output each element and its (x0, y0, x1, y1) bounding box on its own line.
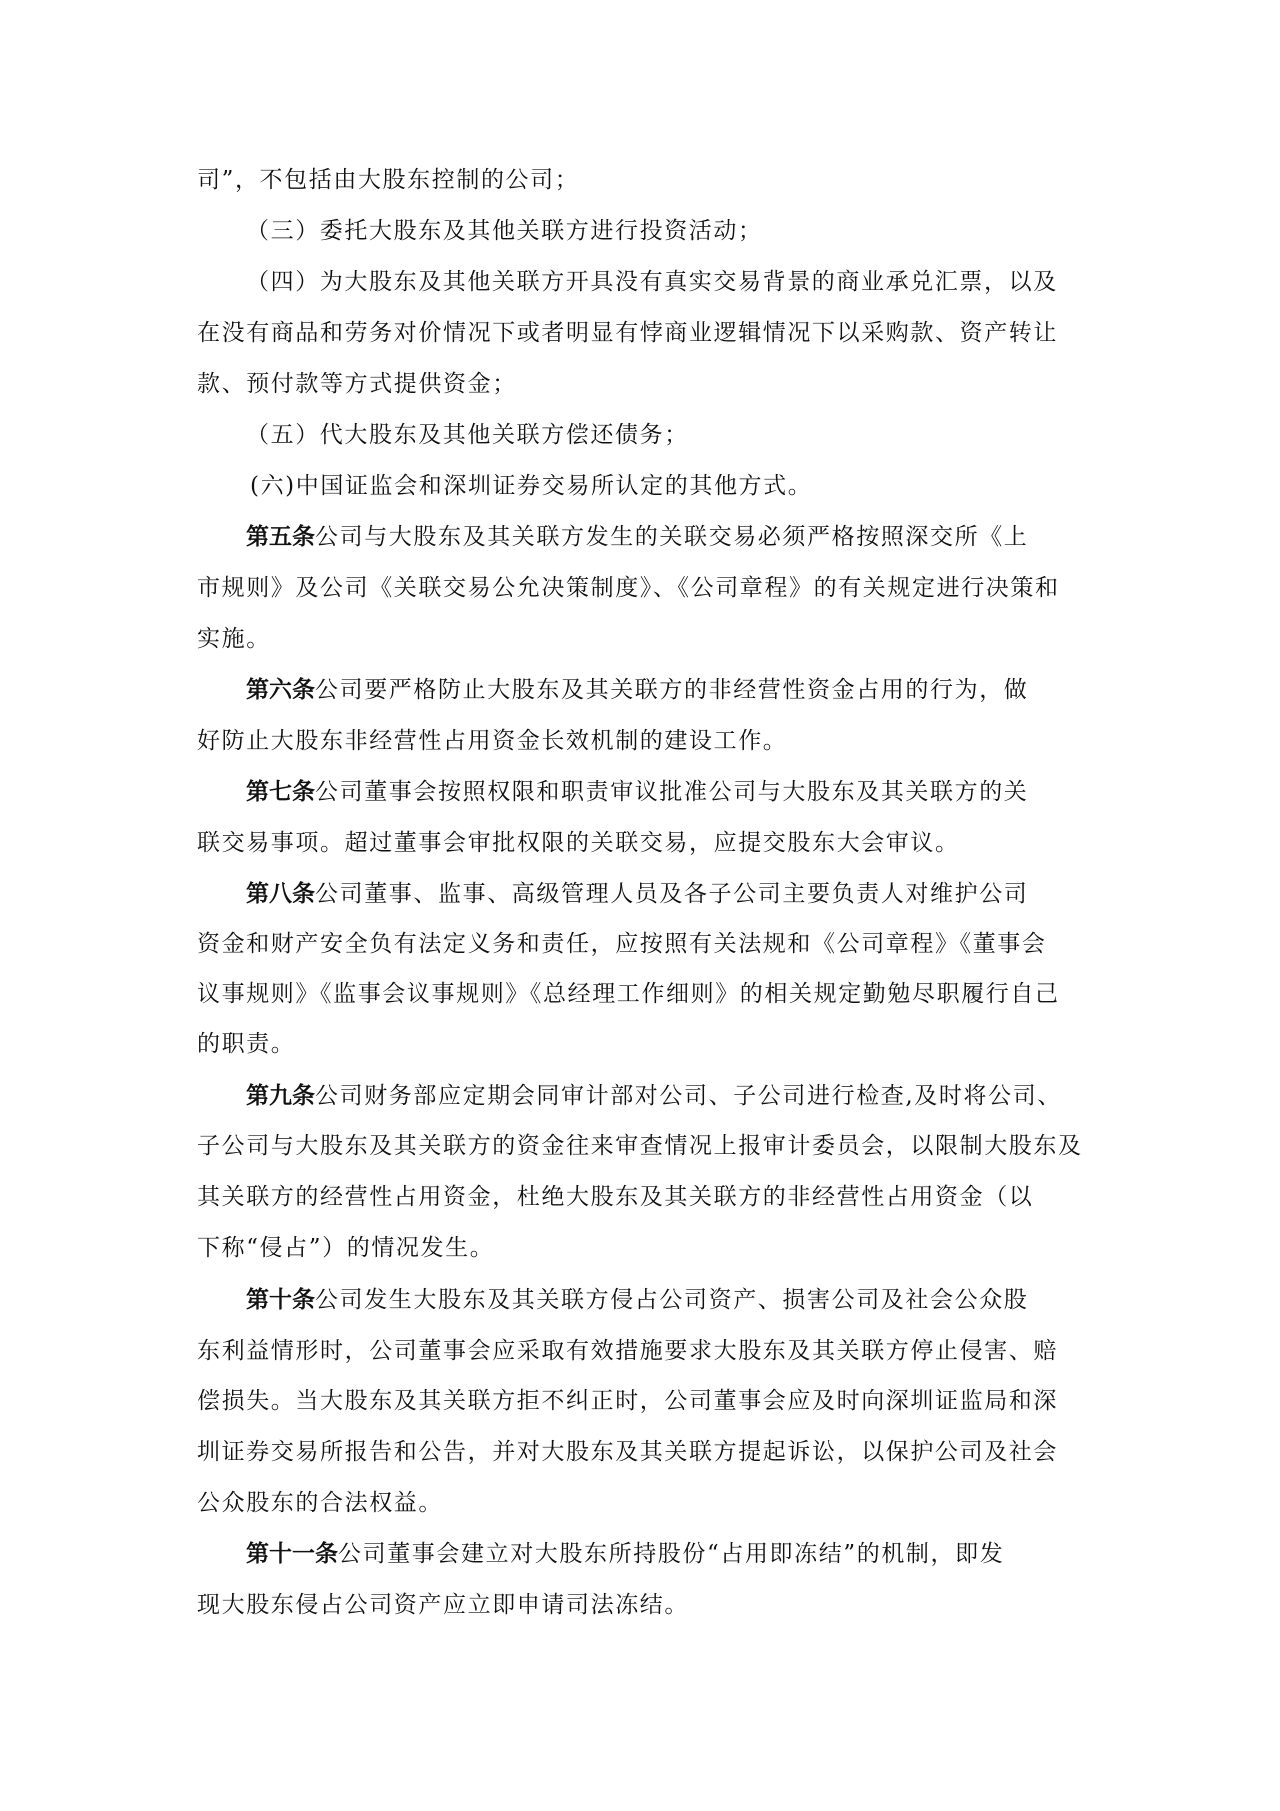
line-text: 实施。 (197, 626, 271, 652)
line-text: 公司要严格防止大股东及其关联方的非经营性资金占用的行为，做 (315, 677, 1029, 703)
line-text: 东利益情形时，公司董事会应采取有效措施要求大股东及其关联方停止侵害、赔 (197, 1338, 1058, 1364)
line-text: 圳证券交易所报告和公告，并对大股东及其关联方提起诉讼，以保护公司及社会 (197, 1439, 1058, 1465)
article-8-line (246, 879, 1028, 909)
line-text: 子公司与大股东及其关联方的资金往来审查情况上报审计委员会，以限制大股东及 (197, 1133, 1083, 1159)
paragraph-line (197, 165, 579, 195)
article-heading: 第十一条 (246, 1541, 338, 1567)
paragraph-line (197, 624, 271, 654)
line-text: 好防止大股东非经营性占用资金长效机制的建设工作。 (197, 728, 788, 754)
line-text: 议事规则》《监事会议事规则》《总经理工作细则》的相关规定勤勉尽职履行自己 (197, 981, 1060, 1007)
paragraph-line (197, 1182, 1033, 1212)
article-heading: 第七条 (246, 779, 315, 805)
article-5-line (246, 522, 1028, 552)
paragraph-line (197, 979, 1060, 1009)
list-item-3 (246, 216, 763, 246)
article-heading: 第九条 (246, 1083, 315, 1109)
paragraph-line (197, 573, 1060, 603)
paragraph-line (197, 1131, 1083, 1161)
line-text: 其关联方的经营性占用资金，杜绝大股东及其关联方的非经营性占用资金（以 (197, 1184, 1034, 1210)
line-text: 在没有商品和劳务对价情况下或者明显有悖商业逻辑情况下以采购款、资产转让 (197, 320, 1058, 346)
article-11-line (246, 1539, 1004, 1569)
paragraph-line (197, 726, 787, 756)
article-9-line (246, 1081, 1062, 1111)
line-text: 公司与大股东及其关联方发生的关联交易必须严格按照深交所《上 (315, 524, 1029, 550)
article-heading: 第八条 (246, 881, 315, 907)
line-text: （五）代大股东及其他关联方偿还债务； (246, 422, 689, 448)
article-7-line (246, 777, 1028, 807)
line-text: (六)中国证监会和深圳证券交易所认定的其他方式。 (250, 473, 813, 499)
line-text: 公司董事会按照权限和职责审议批准公司与大股东及其关联方的关 (315, 779, 1029, 805)
line-text: 现大股东侵占公司资产应立即申请司法冻结。 (197, 1592, 689, 1618)
line-text: 联交易事项。超过董事会审批权限的关联交易，应提交股东大会审议。 (197, 830, 960, 856)
paragraph-line (197, 318, 1058, 348)
line-text: 公众股东的合法权益。 (197, 1490, 443, 1516)
paragraph-line (197, 1488, 443, 1518)
line-text: 款、预付款等方式提供资金； (197, 371, 517, 397)
paragraph-line (197, 1386, 1058, 1416)
list-item-4 (246, 267, 1058, 297)
paragraph-line (197, 1590, 689, 1620)
paragraph-line (197, 929, 1047, 959)
line-text: （三）委托大股东及其他关联方进行投资活动； (246, 218, 763, 244)
line-text: 偿损失。当大股东及其关联方拒不纠正时，公司董事会应及时向深圳证监局和深 (197, 1388, 1058, 1414)
list-item-6 (250, 471, 812, 501)
article-6-line (246, 675, 1028, 705)
paragraph-line (197, 1233, 494, 1263)
article-heading: 第六条 (246, 677, 315, 703)
line-text: 公司董事、监事、高级管理人员及各子公司主要负责人对维护公司 (315, 881, 1029, 907)
line-text: （四）为大股东及其他关联方开具没有真实交易背景的商业承兑汇票，以及 (246, 269, 1058, 295)
line-text: 公司董事会建立对大股东所持股份“占用即冻结”的机制，即发 (338, 1541, 1005, 1567)
line-text: 的职责。 (197, 1031, 296, 1057)
line-text: 司”，不包括由大股东控制的公司； (197, 167, 580, 193)
paragraph-line (197, 369, 517, 399)
article-heading: 第五条 (246, 524, 315, 550)
paragraph-line (197, 1437, 1058, 1467)
line-text: 公司发生大股东及其关联方侵占公司资产、损害公司及社会公众股 (315, 1287, 1029, 1313)
paragraph-line (197, 828, 960, 858)
article-10-line (246, 1285, 1028, 1315)
paragraph-line (197, 1336, 1058, 1366)
paragraph-line (197, 1029, 295, 1059)
line-text: 资金和财产安全负有法定义务和责任，应按照有关法规和《公司章程》《董事会 (197, 931, 1047, 957)
line-text: 下称“侵占”）的情况发生。 (197, 1235, 495, 1261)
article-heading: 第十条 (246, 1287, 315, 1313)
line-text: 市规则》及公司《关联交易公允决策制度》、《公司章程》的有关规定进行决策和 (197, 575, 1060, 601)
list-item-5 (246, 420, 689, 450)
line-text: 公司财务部应定期会同审计部对公司、子公司进行检查,及时将公司、 (315, 1083, 1062, 1109)
